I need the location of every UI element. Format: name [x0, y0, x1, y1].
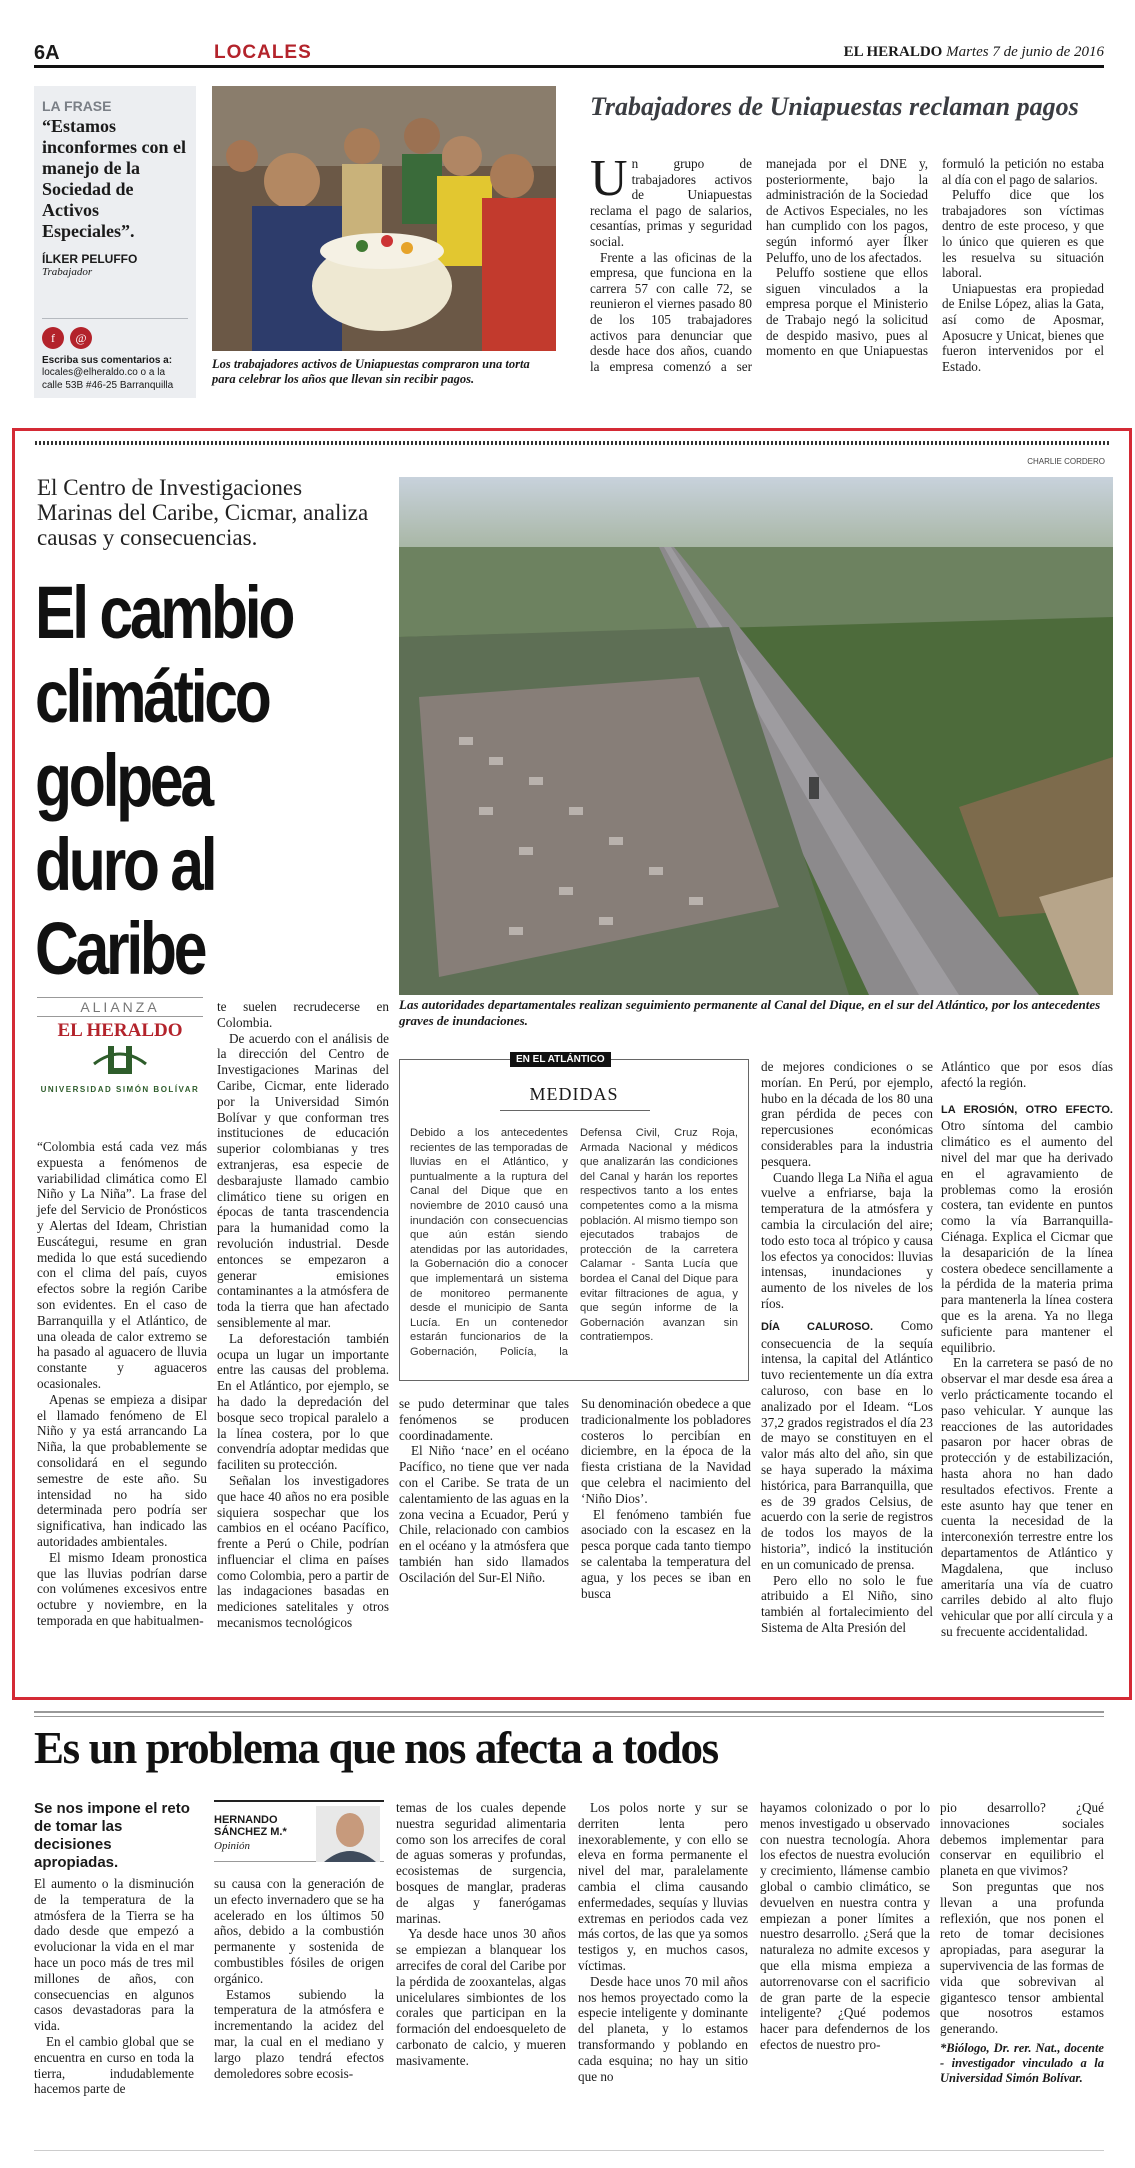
contact-cta: Escriba sus comentarios a: — [42, 355, 173, 366]
feature-headline: El cambio climático golpea duro al Caribe — [35, 571, 293, 990]
measures-tag: EN EL ATLÁNTICO — [510, 1052, 611, 1067]
opinion-column-4 — [578, 1800, 748, 2084]
feature-paragraph: El mismo Ideam pronostica que las lluvias podrían darse con volúmenes excesivos entre octubre y noviembre, en la temporada en que habitualmen- — [37, 1549, 207, 1628]
feature-paragraph: Apenas se empieza a disipar el llamado fenómeno de El Niño y ya está arrancando La Niña, la que probablemente se consolidará en el segundo semestre de este año. Su intensidad no ha sido determinada pero podría ser significativa, han indicado las autoridades ambientales. — [37, 1391, 207, 1549]
feature-paragraph-text: Otro síntoma del cambio climático es el aumento del nivel del mar que ha derivado en el agravamiento de problemas como la erosión costera, tan evidente en puntos como la vía Barranquilla-Ciénaga. Explica el Cicmar que la desaparición de la línea costera obedece sencillamente a la pérdida de la materia prima para mantenerla la línea costera que es la arena. Ya no llega suficiente para mantener el equilibrio. — [941, 1118, 1113, 1355]
feature-paragraph: El fenómeno también fue asociado con la escasez en la pesca porque cada tanto tiempo se calentaba la temperatura del agua, y los peces se iban en busca — [581, 1506, 751, 1601]
alliance-paper: EL HERALDO — [57, 1020, 183, 1041]
feature-paragraph-text: Como consecuencia de la sequía intensa, la capital del Atlántico tuvo recientemente un día extra caluroso, con base en lo analizado por el Ideam. “Los 37,2 grados registrados el día 23 de mayo se constituyen en el valor más alto del año, sin que se haya superado la máxima histórica, para Barranquilla, que es de 39 grados Celsius, de acuerdo con la serie de registros de todos los mayos de la historia”, indicó la institución en un comunicado de prensa. — [761, 1317, 933, 1572]
measures-text: Debido a los antecedentes recientes de las temporadas de lluvias en el Atlántico, y puntualmente a la ruptura del Canal del Dique que en noviembre de 2010 causó una inundación con consecuencias que aún están siendo atendidas por las autoridades, la Gobernación dio a conocer que implementará un sistema de monitoreo permanente desde el municipio de Santa Lucía. En un contenedor estarán funcionarios de la Gobernación, Policía, la Defensa Civil, Cruz Roja, Armada Nacional y médicos que analizarán las condiciones del Canal y harán los reportes respectivos tanto a los entes competentes como a la misma población. Al mismo tiempo son ejecutados trabajos de protección de la carretera Calamar - Santa Lucía que bordea el Canal del Dique para evitar filtraciones de agua, y que según informe de la Gobernación avanzan sin contratiempos. — [410, 1127, 738, 1358]
feature-paragraph: te suelen recrudecerse en Colombia. — [217, 999, 389, 1030]
feature-paragraph: Cuando llega La Niña el agua vuelve a enfriarse, baja la temperatura de la atmósfera y cambia la circulación del aire; todo esto toca al trópico y causa los efectos ya conocidos: lluvias intensas, inundaciones y aumento de los niveles de los ríos. — [761, 1169, 933, 1311]
feature-paragraph: El Niño ‘nace’ en el océano Pacífico, no tiene que ver nada con el Caribe. Se trata de un calentamiento de las aguas en la zona vecina a Ecuador, Perú y Chile, relacionado con cambios en el océano y la atmósfera que también han sido llamados Oscilación del Sur-El Niño. — [399, 1443, 569, 1585]
measures-box — [399, 1054, 749, 1381]
opinion-lead: Se nos impone el reto de tomar las decisiones apropiadas. — [34, 1800, 190, 1871]
opinion-rule — [34, 1711, 1104, 1713]
page-number: 6A — [34, 42, 60, 64]
feature-column-4 — [581, 1396, 751, 1601]
opinion-paragraph: Desde hace unos 70 mil años nos hemos proyectado como la especie inteligente y dominante del planeta, y lo estamos transformando y poblando en cada esquina; no hay un sitio que no — [578, 1973, 748, 2084]
feature-deck: El Centro de Investigaciones Marinas del Caribe, Cicmar, analiza causas y consecuencias. — [37, 475, 369, 550]
alliance-university: UNIVERSIDAD SIMÓN BOLÍVAR — [40, 1085, 200, 1094]
paper-name: EL HERALDO — [843, 44, 943, 60]
story1-paragraph: Uniapuestas era propiedad de Enilse López, alias la Gata, así como de Aposmar, Aposucre y Unicat, bienes que fueron intervenidos por el Estado. — [942, 280, 1104, 374]
feature-paragraph: Señalan los investigadores que hace 40 años no era posible siquiera sospechar que los cambios en el océano Pacífico, frente a Perú o Chile, podrían influenciar el clima en países como Colombia, pero a partir de las indagaciones basadas en mediciones satelitales y otros mecanismos tecnológicos — [217, 1472, 389, 1631]
feature-paragraph: “Colombia está cada vez más expuesta a fenómenos de variabilidad climática como El Niño y La Niña”. La frase del jefe del Servicio de Pronósticos y Alertas del Ideam, Christian Euscátegui, resume en gran medida lo que está sucediendo con el clima del país, cuyos efectos sobre la región Caribe son evidentes. En el caso de Barranquilla y el Atlántico, de una oleada de calor extremo se ha pasado al aguacero de lluvia constante y aguaceros ocasionales. — [37, 1139, 207, 1391]
contact-icons — [42, 318, 188, 349]
author-signature: *Biólogo, Dr. rer. Nat., docente - investigador vinculado a la Universidad Simón Bolívar. — [940, 2040, 1104, 2085]
photo-credit: CHARLIE CORDERO — [1027, 457, 1105, 466]
feature-paragraph: Pero ello no solo le fue atribuido a El Niño, sino también al fortalecimiento del Sistema de Alta Presión del — [761, 1572, 933, 1635]
alliance-label: ALIANZA — [37, 997, 203, 1017]
opinion-column-5 — [760, 1800, 930, 2053]
canal-photo-caption: Las autoridades departamentales realizan seguimiento permanente al Canal del Dique, en el sur del Atlántico, por los antecedentes graves de inundaciones. — [399, 997, 1101, 1028]
opinion-column-1 — [34, 1876, 194, 2097]
opinion-rule-thin — [34, 1716, 1104, 1717]
opinion-paragraph: Estamos subiendo la temperatura de la atmósfera e incrementando la acidez del mar, la cual en el mediano y largo plazo tendrá efectos demoledores sobre ecosis- — [214, 1986, 384, 2081]
feature-paragraph: de mejores condiciones o se morían. En Perú, por ejemplo, hubo en la década de los 80 una gran pérdida de peces con repercusiones económicas considerables para la industria pesquera. — [761, 1059, 933, 1169]
feature-paragraph: Atlántico que por esos días afectó la región. — [941, 1059, 1113, 1090]
story1-paragraph: Peluffo sostiene que ellos siguen vinculados a la empresa porque el Ministerio de Trabajo negó la solicitud de despido masivo, pues al momento en que Uniapuestas formuló la petición no estaba al día con el pago de salarios. — [766, 156, 1104, 359]
feature-rule — [35, 441, 1109, 445]
feature-story — [12, 428, 1132, 1700]
top-story — [34, 86, 1104, 406]
opinion-author-name: HERNANDO SÁNCHEZ M.* — [214, 1814, 287, 1838]
opinion-paragraph: Ya desde hace unos 30 años se empiezan a blanquear los arrecifes de coral del Caribe por la pérdida de zooxantelas, algas unicelulares simbiontes de los corales que participan en la formación del endoesqueleto de carbonato de calcio, y mueren masivamente. — [396, 1926, 566, 2068]
feature-paragraph: se pudo determinar que tales fenómenos se producen coordinadamente. — [399, 1396, 569, 1443]
university-crest-icon — [90, 1044, 150, 1078]
feature-paragraph: De acuerdo con el análisis de la dirección del Centro de Investigaciones Marinas del Caribe, Cicmar, ente liderado por la Universidad Simón Bolívar y que conforman tres instituciones de educación superior colombianas y tres extranjeras, esa especie de desbarajuste llamado cambio climático tiene su origen en épocas de tanta trascendencia para la humanidad como la revolución industrial. Desde entonces se empezaron a generar emisiones contaminantes a la atmósfera de toda la tierra que han afectado sensiblemente al mar. — [217, 1030, 389, 1330]
feature-paragraph: Su denominación obedece a que tradicionalmente los pobladores costeros lo percibían en diciembre, en la época de la fiesta cristiana de la Navidad que celebra el nacimiento del ‘Niño Dios’. — [581, 1396, 751, 1506]
quote-tag: LA FRASE — [42, 98, 112, 114]
opinion-column-2 — [214, 1876, 384, 2081]
canal-photo — [399, 477, 1113, 995]
feature-column-3 — [399, 1396, 569, 1586]
measures-rule — [500, 1110, 650, 1111]
opinion-headline: Es un problema que nos afecta a todos — [34, 1723, 718, 1773]
masthead — [844, 44, 1104, 61]
opinion-column-3 — [396, 1800, 566, 2069]
opinion-paragraph: temas de los cuales depende nuestra seguridad alimentaria como son los arrecifes de coral de aguas someras y profundas, ecosistemas de surgencia, bosques de manglar, praderas de algas y fanerógamas marinas. — [396, 1800, 566, 1926]
opinion-author-box — [214, 1800, 384, 1862]
workers-photo — [212, 86, 556, 351]
quote-author: ÍLKER PELUFFO — [42, 252, 138, 266]
story1-paragraph: n grupo de trabajadores activos de Uniapuestas reclama el pago de salarios, cesantías, primas y seguridad social. — [590, 156, 752, 249]
feature-subhead-paragraph — [761, 1318, 933, 1573]
measures-title: MEDIDAS — [529, 1084, 619, 1104]
page-header — [34, 38, 1104, 68]
story1-paragraph: Peluffo dice que los trabajadores son víctimas dentro de este proceso, y que lo único que quieren es que les resuelva su situación laboral. — [942, 187, 1104, 281]
opinion-paragraph: Los polos norte y sur se derriten lenta pero inexorablemente, y con ello se eleva en forma permanente el nivel del mar, paralelamente cambia el clima causando enfermedades, sequías y lluvias extremas en periodos cada vez más cortos, de las que ya somos testigos y, en muchos casos, víctimas. — [578, 1800, 748, 1973]
quote-text: “Estamos inconformes con el manejo de la Sociedad de Activos Especiales”. — [42, 116, 186, 241]
section-name: LOCALES — [214, 42, 312, 63]
feature-paragraph: La deforestación también ocupa un lugar un importante entre las causas del problema. En el Atlántico, por ejemplo, se ha dado la depredación del bosque seco tropical paralelo a la línea costera, por lo que convendría adoptar medidas que faciliten su protección. — [217, 1330, 389, 1473]
quote-box — [34, 86, 196, 398]
feature-paragraph: En la carretera se pasó de no observar el mar desde esa área a verlo prácticamente tocando el paso vehicular. Y aunque las reacciones de las autoridades pasaron por hacer obras de protección y de estabilización, hasta ahora no han dado resultados efectivos. Frente a este asunto hay que tener en cuenta la necesidad de la interconexión terrestre entre los departamentos de Atlántico y Magdalena, que incluso ameritaría una vía de cuatro carriles debido al alto flujo vehicular que por allí circula y a su frecuente accidentalidad. — [941, 1355, 1113, 1639]
feature-column-5 — [761, 1059, 933, 1636]
workers-photo-caption: Los trabajadores activos de Uniapuestas compraron una torta para celebrar los años que llevan sin recibir pagos. — [212, 357, 530, 386]
facebook-icon[interactable]: f — [42, 327, 64, 349]
feature-subhead-paragraph — [941, 1101, 1113, 1356]
feature-column-1 — [37, 1139, 207, 1629]
opinion-paragraph: su causa con la generación de un efecto invernadero que se ha acelerado en los últimos 50 años, debido a la combustión permanente y sostenida de combustibles fósiles de origen orgánico. — [214, 1876, 384, 1986]
dropcap: U — [590, 150, 628, 207]
opinion-paragraph: En el cambio global que se encuentra en curso en toda la tierra, indudablemente hacemos parte de — [34, 2033, 194, 2097]
alliance-logo — [37, 997, 203, 1109]
opinion-paragraph: pio desarrollo? ¿Qué innovaciones sociales debemos implementar para conservar en equilibrio el planeta en que vivimos? — [940, 1800, 1104, 1879]
subhead-erosion: LA EROSIÓN, OTRO EFECTO. — [941, 1103, 1113, 1116]
footer-rule — [34, 2150, 1104, 2151]
author-portrait-icon — [316, 1806, 380, 1862]
workers-photo-image — [212, 86, 556, 351]
feature-column-2 — [217, 999, 389, 1631]
opinion-paragraph: hayamos colonizado o por lo menos investigado u observado con nuestra tecnología. Ahora los efectos de nuestra evolución y crecimiento, llámense cambio global o cambio climático, se devuelven en nuestra contra y empiezan a poner límites a nuestro desarrollo. ¿Será que la naturaleza no admite excesos y que ella misma empieza a autorrenovarse con el sacrificio de gran parte de la especie inteligente? ¿Qué podemos hacer para defendernos de los efectos de nuestro pro- — [760, 1800, 930, 2052]
story1-headline: Trabajadores de Uniapuestas reclaman pagos — [590, 92, 1079, 121]
story1-paragraph: Frente a las oficinas de la empresa, que funciona en la carrera 57 con calle 72, se reunieron el viernes pasado 80 de los 105 trabajadores activos para denunciar que desde hace dos años, cuando la empresa comenzó a ser manejada por el DNE y, posteriormente, bajo la administración de la Sociedad de Activos Especiales, no les han cumplido con los pagos, según informó ayer Ílker Peluffo, uno de los afectados. — [590, 156, 928, 374]
opinion-author-role: Opinión — [214, 1840, 251, 1852]
opinion-paragraph: El aumento o la disminución de la temperatura de la atmósfera de la Tierra se ha dado desde que empezó a evolucionar la vida en el mar hace un poco más de tres mil millones de años, con consecuencias en algunos casos devastadoras para la vida. — [34, 1876, 194, 2034]
opinion-paragraph: Son preguntas que nos llevan a una profunda reflexión, que nos ponen el reto de tomar decisiones apropiadas, para asegurar la supervivencia de las formas de vida que sobrevivan al gigantesco tensor ambiental que nosotros estamos generando. — [940, 1878, 1104, 2037]
subhead-hot-day: DÍA CALUROSO. — [761, 1320, 874, 1333]
issue-date: Martes 7 de junio de 2016 — [946, 44, 1104, 60]
canal-aerial-image — [399, 477, 1113, 995]
story1-body — [590, 150, 1104, 374]
contact-address: locales@elheraldo.co o a la calle 53B #46-25 Barranquilla — [42, 367, 174, 391]
feature-column-6 — [941, 1059, 1113, 1640]
opinion-column-6 — [940, 1800, 1104, 2086]
email-icon[interactable]: @ — [70, 327, 92, 349]
quote-author-role: Trabajador — [42, 266, 93, 278]
